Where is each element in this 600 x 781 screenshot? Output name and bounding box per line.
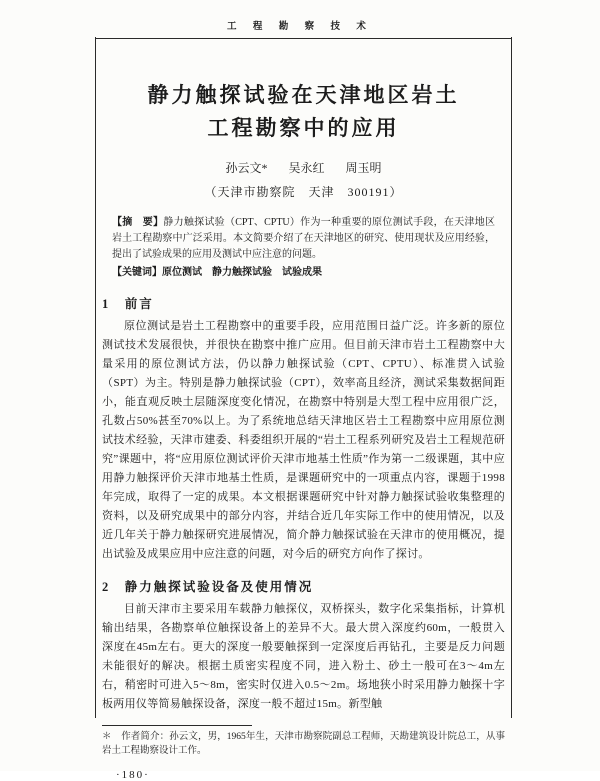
page-number: ·180·: [116, 769, 150, 781]
keywords-line: [112, 265, 495, 281]
section-2-heading: 2 静力触探试验设备及使用情况: [102, 580, 314, 595]
author-name: 周玉明: [345, 161, 382, 176]
author-name: 吴永红: [288, 161, 325, 176]
author-name: 孙云文*: [225, 161, 268, 176]
abstract-block: [112, 215, 495, 281]
article-title-line-2: 工程勘察中的应用: [207, 116, 400, 140]
author-footnote: ＊ 作者简介：孙云文，男，1965年生，天津市勘察院副总工程师，天勘建筑设计院总工，从事岩土工程勘察设计工作。: [102, 732, 505, 757]
page-content: [96, 39, 511, 781]
footnote-separator: [102, 725, 252, 726]
affiliation: （天津市勘察院 天津 300191）: [204, 185, 403, 200]
section-2-body: 目前天津市主要采用车载静力触探仪，双桥探头，数字化采集指标，计算机输出结果，各勘察单位触探设备上的差异不大。最大贯入深度约60m，一般贯入深度在45m左右。更大的深度一般要触探到一定深度后再钻孔，主要是反力问题未能很好的解决。根据土质密实程度不同，进入粉土、砂土一般可在3～4m左右，稍密时可进入5～8m，密实时仅进入0.5～2m。场地狭小时采用静力触探十字板两用仪等简易触探设备，深度一般不超过15m。新型触: [102, 603, 505, 711]
abstract-text: 静力触探试验（CPT、CPTU）作为一种重要的原位测试手段，在天津地区岩土工程勘察中广泛采用。本文简要介绍了在天津地区的研究、使用现状及应用经验，提出了试验成果的应用及测试中应注意的问题。: [112, 217, 496, 261]
article-title: [102, 79, 505, 145]
keywords-label: 【关键词】: [112, 267, 162, 279]
page-border-right: [511, 37, 512, 718]
authors-line: [102, 159, 505, 176]
abstract-label: 【摘 要】: [112, 217, 164, 229]
article-title-line-1: 静力触探试验在天津地区岩土: [147, 83, 460, 107]
running-header: 工 程 勘 察 技 术: [227, 22, 373, 32]
keywords-text: 原位测试 静力触探试验 试验成果: [162, 267, 322, 279]
abstract-paragraph: [112, 215, 495, 263]
section-1-heading: 1 前言: [102, 297, 154, 312]
section-1-body: 原位测试是岩土工程勘察中的重要手段，应用范围日益广泛。许多新的原位测试技术发展很快，并很快在勘察中推广应用。但目前天津市岩土工程勘察中大量采用的原位测试方法，仍以静力触探试验（CPT、CPTU）、标准贯入试验（SPT）为主。特别是静力触探试验（CPT），效率高且经济，测试采集数据间距小，能直观反映土层随深度变化情况，在勘察中特别是大型工程中应用很广泛，孔数占50%甚至70%以上。为了系统地总结天津地区岩土工程勘察中应用原位测试技术经验，天津市建委、科委组织开展的“岩土工程系列研究及岩土工程规范研究”课题中，将“应用原位测试评价天津市地基土性质”作为第一二级课题，其中应用静力触探评价天津市地基土性质，是课题研究中的一项重点内容，课题于1998年完成，取得了一定的成果。本文根据课题研究中针对静力触探试验收集整理的资料，以及研究成果中的部分内容，并结合近几年实际工作中的使用情况，以及近几年关于静力触探研究进展情况，简介静力触探试验在天津市的使用概况，提出试验及成果应用中应注意的问题，对今后的研究方向作了探讨。: [102, 320, 505, 561]
